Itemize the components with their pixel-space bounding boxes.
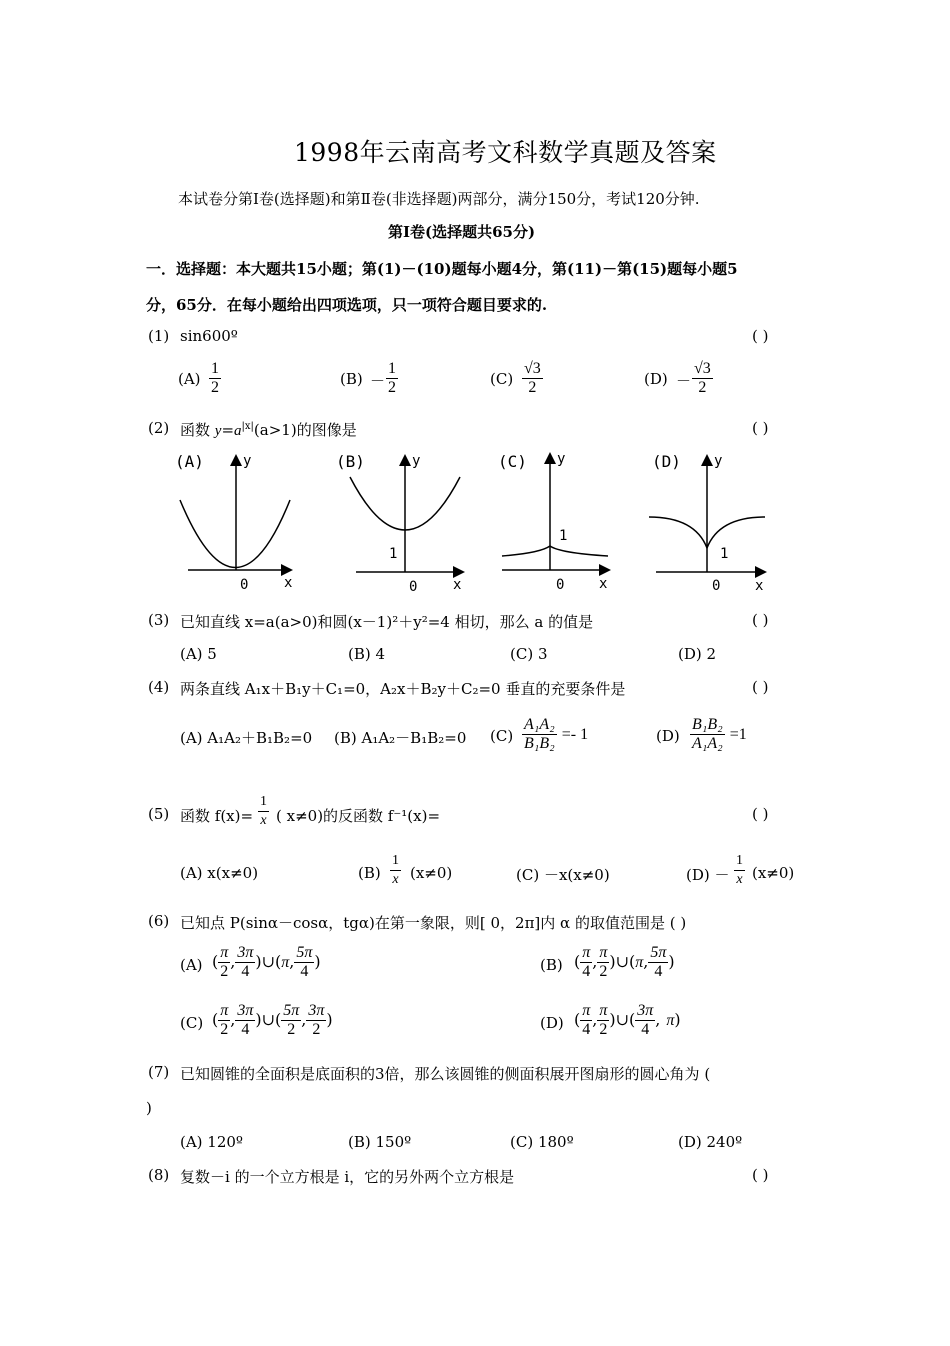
q3-option-d: (D) 2 bbox=[678, 645, 717, 663]
q6-number: (6) bbox=[148, 912, 170, 930]
q6-c-f2n: 3π bbox=[237, 1002, 254, 1019]
q2-stem-exp: |x| bbox=[241, 421, 254, 432]
q3-option-a: (A) 5 bbox=[180, 645, 217, 663]
q1-number: (1) bbox=[148, 327, 170, 345]
q6-a-lp2: ( bbox=[275, 952, 282, 971]
q6-c-f4d: 2 bbox=[312, 1021, 321, 1038]
q6-option-d-label: (D) bbox=[540, 1014, 564, 1032]
q5-d-den: x bbox=[736, 872, 743, 887]
q5-option-b-post: (x≠0) bbox=[410, 864, 453, 882]
graph-a bbox=[175, 452, 292, 593]
q1-option-b-label: (B) bbox=[340, 370, 363, 388]
q6-b-f2n: π bbox=[599, 944, 608, 961]
q5-option-c: (C) －x(x≠0) bbox=[516, 866, 610, 884]
q6-a-comma1: , bbox=[230, 952, 236, 971]
q4-d-val: =1 bbox=[729, 726, 747, 743]
q6-c-f1n: π bbox=[220, 1002, 229, 1019]
q6-b-comma2: , bbox=[643, 952, 649, 971]
q5-number: (5) bbox=[148, 805, 170, 823]
graph-d-one: 1 bbox=[720, 546, 729, 562]
q6-c-f4n: 3π bbox=[308, 1002, 325, 1019]
q7-option-a: (A) 120º bbox=[180, 1133, 243, 1151]
q4-c-num: A₁A₂ bbox=[524, 716, 555, 733]
q6-d-f2n: π bbox=[599, 1002, 608, 1019]
q6-b-pi: π bbox=[635, 954, 644, 971]
q6-c-comma1: , bbox=[230, 1010, 236, 1029]
q1-option-d-label: (D) bbox=[644, 370, 668, 388]
q3-stem: 已知直线 x=a(a>0)和圆(x－1)²＋y²=4 相切，那么 a 的值是 bbox=[180, 613, 594, 631]
q1-c-num: √3 bbox=[524, 360, 541, 377]
graph-c-x-label: x bbox=[599, 576, 608, 592]
q6-c-lp: ( bbox=[212, 1010, 219, 1029]
q7-stem-close: ) bbox=[146, 1099, 152, 1117]
q6-b-f1n: π bbox=[582, 944, 591, 961]
graph-c-curve bbox=[502, 546, 608, 556]
graph-b-one: 1 bbox=[389, 546, 398, 562]
q6-a-f1n: π bbox=[220, 944, 229, 961]
q6-b-f3d: 4 bbox=[654, 963, 663, 980]
q3-number: (3) bbox=[148, 611, 170, 629]
graph-d-x-label: x bbox=[755, 578, 764, 594]
q3-option-c: (C) 3 bbox=[510, 645, 548, 663]
q6-c-f3n: 5π bbox=[283, 1002, 300, 1019]
q6-a-f3n: 5π bbox=[296, 944, 313, 961]
q2-stem-y: y bbox=[214, 423, 222, 439]
graph-d bbox=[649, 452, 765, 594]
q6-option-d bbox=[574, 1002, 681, 1039]
q6-d-cup: ∪ bbox=[615, 1010, 630, 1029]
q6-a-rp1: ) bbox=[255, 952, 262, 971]
graph-b bbox=[336, 452, 462, 595]
graph-d-y-label: y bbox=[714, 453, 723, 469]
q1-a-num: 1 bbox=[211, 360, 219, 377]
q6-a-comma2: , bbox=[289, 952, 295, 971]
q1-option-c bbox=[522, 360, 543, 397]
q6-b-f1d: 4 bbox=[582, 963, 591, 980]
q5-option-d-label: (D) － bbox=[686, 866, 730, 884]
q1-option-d bbox=[692, 360, 713, 397]
q2-answer-paren: ( ) bbox=[752, 419, 769, 437]
q6-a-f3d: 4 bbox=[300, 963, 309, 980]
q4-c-den: B₁B₂ bbox=[524, 735, 555, 752]
q5-stem-frac bbox=[258, 793, 269, 830]
graph-b-origin: 0 bbox=[409, 579, 418, 595]
part-title: 第Ⅰ卷(选择题共65分) bbox=[388, 223, 536, 241]
q6-d-rp1: ) bbox=[609, 1010, 616, 1029]
q5-stem-pre: 函数 f(x)= bbox=[180, 807, 254, 825]
section-header-line1: 一．选择题：本大题共15小题；第(1)－(10)题每小题4分，第(11)－第(15)题每小题5 bbox=[146, 260, 738, 278]
q6-a-lp: ( bbox=[212, 952, 219, 971]
q4-answer-paren: ( ) bbox=[752, 678, 769, 696]
q6-option-b-label: (B) bbox=[540, 956, 563, 974]
q6-b-rp2: ) bbox=[668, 952, 675, 971]
q6-d-f2d: 2 bbox=[599, 1021, 608, 1038]
q3-option-b: (B) 4 bbox=[348, 645, 386, 663]
q2-graphs bbox=[150, 445, 790, 600]
graph-c bbox=[498, 451, 608, 593]
q7-number: (7) bbox=[148, 1063, 170, 1081]
q6-d-comma1: , bbox=[592, 1010, 598, 1029]
q1-a-den: 2 bbox=[211, 379, 219, 396]
q6-option-c-label: (C) bbox=[180, 1014, 204, 1032]
graph-b-y-label: y bbox=[412, 453, 421, 469]
q6-b-f3n: 5π bbox=[650, 944, 667, 961]
q6-d-lp2: ( bbox=[629, 1010, 636, 1029]
q6-a-rp2: ) bbox=[314, 952, 321, 971]
q4-option-c-label: (C) bbox=[490, 727, 514, 745]
q1-b-num: 1 bbox=[388, 360, 396, 377]
q1-d-minus: － bbox=[676, 372, 692, 390]
q6-d-lp: ( bbox=[574, 1010, 581, 1029]
q6-b-lp2: ( bbox=[629, 952, 636, 971]
q5-option-d-post: (x≠0) bbox=[752, 864, 795, 882]
q5-option-b-label: (B) bbox=[358, 864, 381, 882]
q1-option-c-label: (C) bbox=[490, 370, 514, 388]
q5-option-a: (A) x(x≠0) bbox=[180, 864, 259, 882]
q5-stem-post: ( x≠0)的反函数 f⁻¹(x)= bbox=[276, 807, 441, 825]
q5-b-den: x bbox=[392, 872, 399, 887]
q6-d-pi: π bbox=[666, 1012, 675, 1029]
q7-stem: 已知圆锥的全面积是底面积的3倍，那么该圆锥的侧面积展开图扇形的圆心角为 ( bbox=[180, 1065, 711, 1083]
q6-a-cup: ∪ bbox=[261, 952, 276, 971]
q6-stem: 已知点 P(sinα－cosα，tgα)在第一象限，则[ 0，2π]内 α 的取值范围是 ( ) bbox=[180, 914, 687, 932]
q5-d-num: 1 bbox=[734, 852, 745, 871]
q6-c-comma2: , bbox=[301, 1010, 307, 1029]
q2-stem-cond: (a>1) bbox=[253, 421, 297, 439]
q2-stem-post: 的图像是 bbox=[296, 421, 357, 439]
q6-d-f1d: 4 bbox=[582, 1021, 591, 1038]
q5-stem-den: x bbox=[260, 813, 267, 828]
q2-stem-pre: 函数 bbox=[180, 421, 215, 439]
graph-c-one: 1 bbox=[559, 528, 568, 544]
q8-number: (8) bbox=[148, 1166, 170, 1184]
q6-c-rp1: ) bbox=[255, 1010, 262, 1029]
q6-c-lp2: ( bbox=[275, 1010, 282, 1029]
graph-d-label: (D) bbox=[652, 452, 681, 471]
q4-c-val: =- 1 bbox=[561, 726, 589, 743]
q6-c-rp2: ) bbox=[326, 1010, 333, 1029]
q4-number: (4) bbox=[148, 678, 170, 696]
q2-stem bbox=[180, 419, 357, 440]
q4-option-d-label: (D) bbox=[656, 727, 680, 745]
q6-c-f2d: 4 bbox=[241, 1021, 250, 1038]
q1-stem: sin600º bbox=[180, 327, 238, 345]
q1-b-den: 2 bbox=[388, 379, 396, 396]
section-header-line2: 分，65分．在每小题给出四项选项，只一项符合题目要求的. bbox=[146, 296, 548, 314]
q6-b-cup: ∪ bbox=[615, 952, 630, 971]
graph-a-y-label: y bbox=[243, 453, 252, 469]
q6-option-a bbox=[212, 944, 321, 981]
q4-option-c bbox=[522, 716, 588, 753]
graph-c-y-label: y bbox=[557, 451, 566, 467]
q2-stem-a: a bbox=[234, 423, 242, 439]
q7-option-d: (D) 240º bbox=[678, 1133, 743, 1151]
q7-option-c: (C) 180º bbox=[510, 1133, 574, 1151]
q6-d-f3n: 3π bbox=[637, 1002, 654, 1019]
q5-stem-num: 1 bbox=[258, 793, 269, 812]
q6-b-lp: ( bbox=[574, 952, 581, 971]
q6-option-a-label: (A) bbox=[180, 956, 203, 974]
q6-a-pi: π bbox=[281, 954, 290, 971]
q4-option-d bbox=[690, 716, 747, 753]
graph-a-origin: 0 bbox=[240, 577, 249, 593]
q8-answer-paren: ( ) bbox=[752, 1166, 769, 1184]
q2-stem-eq: = bbox=[221, 421, 235, 439]
q6-a-f2n: 3π bbox=[237, 944, 254, 961]
q6-option-b bbox=[574, 944, 675, 981]
graph-c-label: (C) bbox=[498, 452, 527, 471]
q6-c-f1d: 2 bbox=[220, 1021, 229, 1038]
graph-a-label: (A) bbox=[175, 452, 204, 471]
q4-d-num: B₁B₂ bbox=[692, 716, 723, 733]
q3-answer-paren: ( ) bbox=[752, 611, 769, 629]
q1-b-minus: － bbox=[370, 372, 386, 390]
q2-number: (2) bbox=[148, 419, 170, 437]
q4-d-den: A₁A₂ bbox=[692, 735, 723, 752]
q6-c-f3d: 2 bbox=[287, 1021, 296, 1038]
q1-d-num: √3 bbox=[694, 360, 711, 377]
q1-answer-paren: ( ) bbox=[752, 327, 769, 345]
q5-answer-paren: ( ) bbox=[752, 805, 769, 823]
q5-option-d-frac bbox=[734, 852, 745, 889]
q6-c-cup: ∪ bbox=[261, 1010, 276, 1029]
graph-a-curve bbox=[180, 500, 290, 568]
q6-option-c bbox=[212, 1002, 333, 1039]
q1-option-a-label: (A) bbox=[178, 370, 201, 388]
q5-option-b-frac bbox=[390, 852, 401, 889]
q5-b-num: 1 bbox=[390, 852, 401, 871]
q4-stem: 两条直线 A₁x＋B₁y＋C₁=0，A₂x＋B₂y＋C₂=0 垂直的充要条件是 bbox=[180, 680, 626, 698]
q6-a-f2d: 4 bbox=[241, 963, 250, 980]
q6-b-rp1: ) bbox=[609, 952, 616, 971]
q4-option-a: (A) A₁A₂＋B₁B₂=0 bbox=[180, 729, 313, 747]
graph-d-origin: 0 bbox=[712, 578, 721, 594]
q6-a-f1d: 2 bbox=[220, 963, 229, 980]
graph-b-x-label: x bbox=[453, 577, 462, 593]
graph-a-x-label: x bbox=[284, 575, 293, 591]
q4-option-b: (B) A₁A₂－B₁B₂=0 bbox=[334, 729, 467, 747]
page-title: 1998年云南高考文科数学真题及答案 bbox=[294, 138, 717, 167]
graph-c-origin: 0 bbox=[556, 577, 565, 593]
q6-d-f1n: π bbox=[582, 1002, 591, 1019]
q6-d-comma2: , bbox=[655, 1010, 661, 1029]
q1-option-a bbox=[209, 360, 221, 397]
q6-b-comma1: , bbox=[592, 952, 598, 971]
q8-stem: 复数－i 的一个立方根是 i，它的另外两个立方根是 bbox=[180, 1168, 515, 1186]
q6-b-f2d: 2 bbox=[599, 963, 608, 980]
q1-d-den: 2 bbox=[698, 379, 707, 396]
q6-d-rp2: ) bbox=[674, 1010, 681, 1029]
q6-d-f3d: 4 bbox=[641, 1021, 650, 1038]
q1-c-den: 2 bbox=[528, 379, 537, 396]
graph-b-label: (B) bbox=[336, 452, 365, 471]
intro-text: 本试卷分第Ⅰ卷(选择题)和第Ⅱ卷(非选择题)两部分，满分150分，考试120分钟. bbox=[178, 190, 700, 208]
q7-option-b: (B) 150º bbox=[348, 1133, 412, 1151]
q1-option-b bbox=[386, 360, 398, 397]
